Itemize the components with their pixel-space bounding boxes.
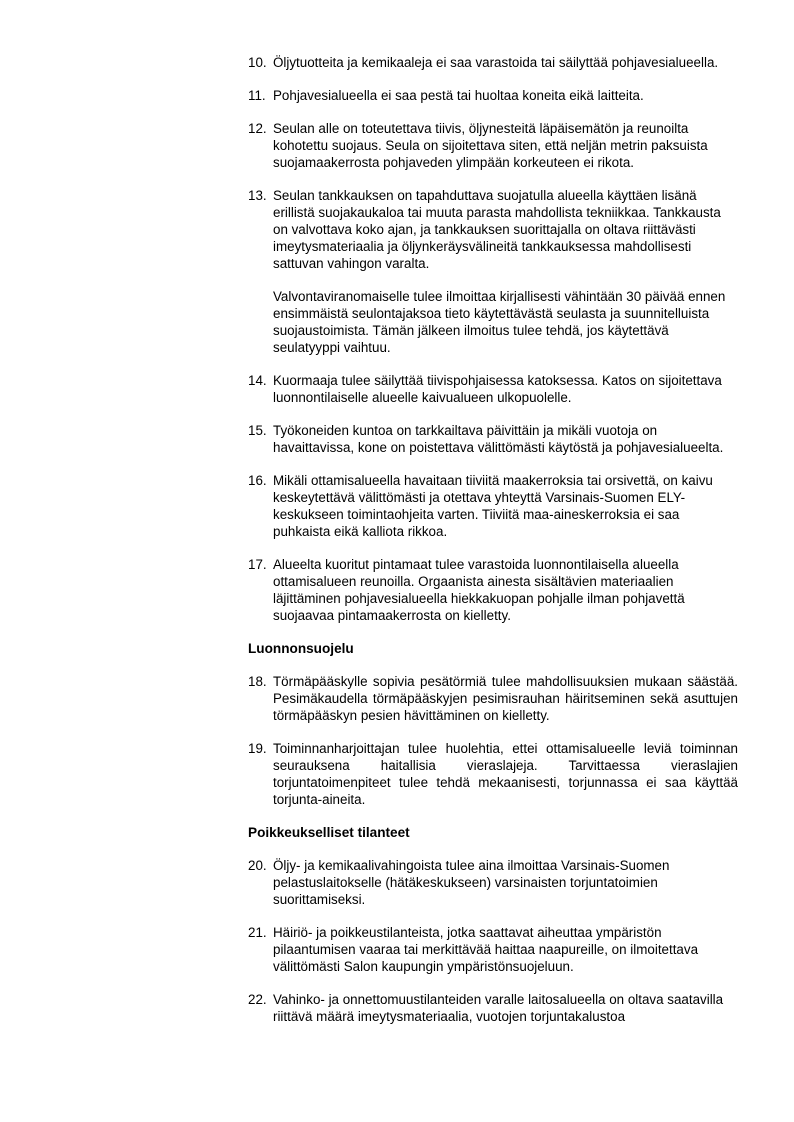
item-number: 10. xyxy=(248,55,267,70)
list-item-22 xyxy=(248,991,738,1025)
section-heading-poikkeukselliset-tilanteet: Poikkeukselliset tilanteet xyxy=(248,825,410,840)
section-heading-luonnonsuojelu: Luonnonsuojelu xyxy=(248,641,354,656)
list-item-12 xyxy=(248,120,738,171)
item-number: 20. xyxy=(248,858,267,873)
item-number: 22. xyxy=(248,992,267,1007)
list-item-16 xyxy=(248,472,738,540)
item-number: 14. xyxy=(248,373,267,388)
item-number: 18. xyxy=(248,674,267,689)
item-text: Työkoneiden kuntoa on tarkkailtava päivittäin ja mikäli vuotoja on havaittavissa, kone on poistettava välittömästi käytöstä ja pohjavesialueelta. xyxy=(273,423,724,455)
list-item-18 xyxy=(248,673,738,724)
item-text: Kuormaaja tulee säilyttää tiivispohjaisessa katoksessa. Katos on sijoitettava luonnontilaiselle alueelle kaivualueen ulkopuolelle. xyxy=(273,373,722,405)
list-item-20 xyxy=(248,857,738,908)
item-number: 16. xyxy=(248,473,267,488)
list-item-19 xyxy=(248,740,738,808)
item-text: Seulan tankkauksen on tapahduttava suojatulla alueella käyttäen lisänä erillistä suojakaukaloa tai muuta parasta mahdollista tekniikkaa. Tankkausta on valvottava koko ajan, ja tankkauksen suorittajalla on oltava riittävästi imeytysmateriaalia ja öljynkeräysvälineitä tankkauksessa mahdollisesti sattuvan vahingon varalta. xyxy=(273,188,721,271)
item-text: Valvontaviranomaiselle tulee ilmoittaa kirjallisesti vähintään 30 päivää ennen ensimmäistä seulontajaksoa tieto käytettävästä seulasta ja suunnitelluista suojaustoimista. Tämän jälkeen ilmoitus tulee tehdä, jos käytettävä seulatyyppi vaihtuu. xyxy=(273,289,726,355)
item-text: Törmäpääskylle sopivia pesätörmiä tulee mahdollisuuksien mukaan säästää. Pesimäkaudella törmäpääskyjen pesimisrauhan häiritseminen sekä asuttujen törmäpääskyn pesien hävittäminen on kielletty. xyxy=(273,674,738,723)
item-text: Toiminnanharjoittajan tulee huolehtia, ettei ottamisalueelle leviä toiminnan seurauksena haitallisia vieraslajeja. Tarvittaessa vieraslajien torjuntatoimenpiteet tulee tehdä mekaanisesti, torjunnassa ei saa käyttää torjunta-aineita. xyxy=(273,741,738,807)
item-text: Öljytuotteita ja kemikaaleja ei saa varastoida tai säilyttää pohjavesialueella. xyxy=(273,55,719,70)
item-text: Pohjavesialueella ei saa pestä tai huoltaa koneita eikä laitteita. xyxy=(273,88,644,103)
item-text: Öljy- ja kemikaalivahingoista tulee aina ilmoittaa Varsinais-Suomen pelastuslaitokselle (hätäkeskukseen) varsinaisten torjuntatoimien suorittamiseksi. xyxy=(273,858,670,907)
list-item-21 xyxy=(248,924,738,975)
item-text: Seulan alle on toteutettava tiivis, öljynesteitä läpäisemätön ja reunoilta kohotettu suojaus. Seula on sijoitettava siten, että neljän metrin paksuista suojamaakerrosta pohjaveden ylimpään korkeuteen ei rikota. xyxy=(273,121,708,170)
list-item-10 xyxy=(248,54,738,71)
list-item-15 xyxy=(248,422,738,456)
item-number: 12. xyxy=(248,121,267,136)
list-item-14 xyxy=(248,372,738,406)
item-number: 13. xyxy=(248,188,267,203)
item-number: 19. xyxy=(248,741,267,756)
item-number: 17. xyxy=(248,557,267,572)
item-number: 21. xyxy=(248,925,267,940)
item-text: Alueelta kuoritut pintamaat tulee varastoida luonnontilaisella alueella ottamisalueen reunoilla. Orgaanista ainesta sisältävien materiaalien läjittäminen pohjavesialueella hiekkakuopan pohjalle ilman pohjavettä suojaavaa pintamaakerrosta on kielletty. xyxy=(273,557,685,623)
list-item-17 xyxy=(248,556,738,624)
document-page xyxy=(248,54,738,1025)
item-text: Häiriö- ja poikkeustilanteista, jotka saattavat aiheuttaa ympäristön pilaantumisen vaaraa tai merkittävää haittaa naapureille, on ilmoitettava välittömästi Salon kaupungin ympäristönsuojeluun. xyxy=(273,925,699,974)
item-number: 15. xyxy=(248,423,267,438)
item-text: Mikäli ottamisalueella havaitaan tiiviitä maakerroksia tai orsivettä, on kaivu keskeytettävä välittömästi ja otettava yhteyttä Varsinais-Suomen ELY-keskukseen toimintaohjeita varten. Tiiviitä maa-aineskerroksia ei saa puhkaista eikä kalliota rikkoa. xyxy=(273,473,713,539)
item-text: Vahinko- ja onnettomuustilanteiden varalle laitosalueella on oltava saatavilla riittävä määrä imeytysmateriaalia, vuotojen torjuntakalustoa xyxy=(273,992,724,1024)
list-item-13 xyxy=(248,187,738,356)
list-item-11 xyxy=(248,87,738,104)
item-number: 11. xyxy=(248,88,266,103)
